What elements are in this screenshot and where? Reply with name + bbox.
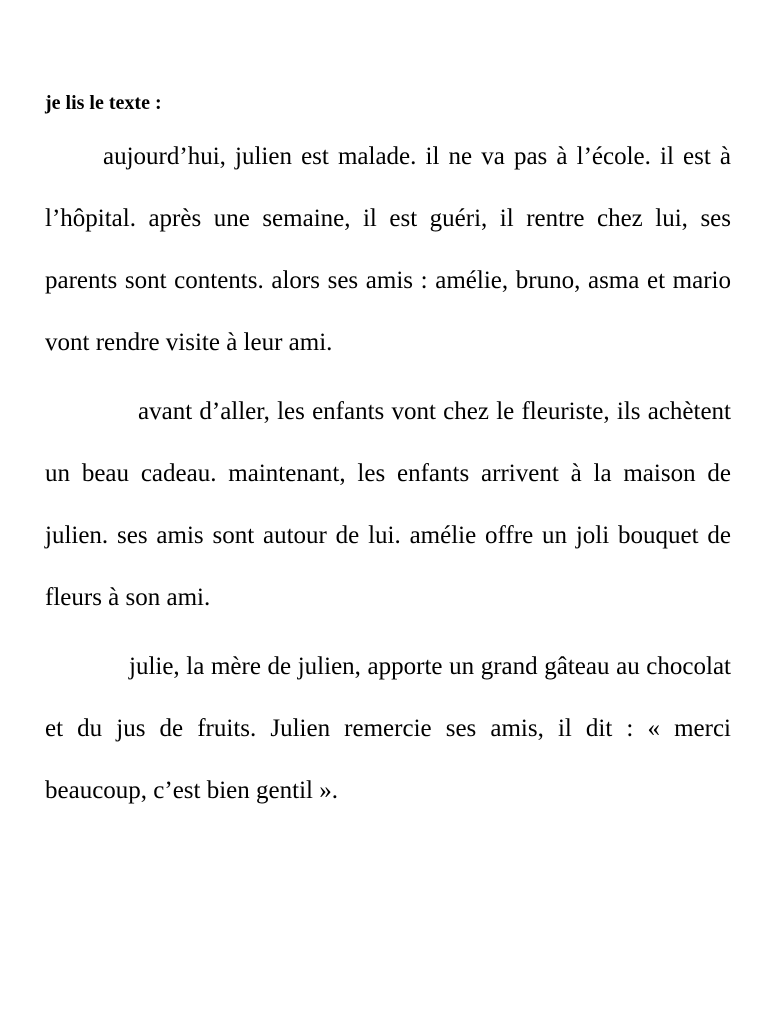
paragraph-3: julie, la mère de julien, apporte un grand gâteau au chocolat et du jus de fruits. Julien remercie ses amis, il dit : « merci beaucoup, c’est bien gentil ».	[45, 653, 731, 804]
page-heading: je lis le texte :	[45, 92, 162, 114]
paragraph-1: aujourd’hui, julien est malade. il ne va pas à l’école. il est à l’hôpital. après une semaine, il est guéri, il rentre chez lui, ses parents sont contents. alors ses amis : amélie, bruno, asma et mario vont rendre visite à leur ami.	[45, 143, 731, 356]
paragraph-2: avant d’aller, les enfants vont chez le fleuriste, ils achètent un beau cadeau. maintenant, les enfants arrivent à la maison de julien. ses amis sont autour de lui. amélie offre un joli bouquet de fleurs à son ami.	[45, 398, 731, 611]
